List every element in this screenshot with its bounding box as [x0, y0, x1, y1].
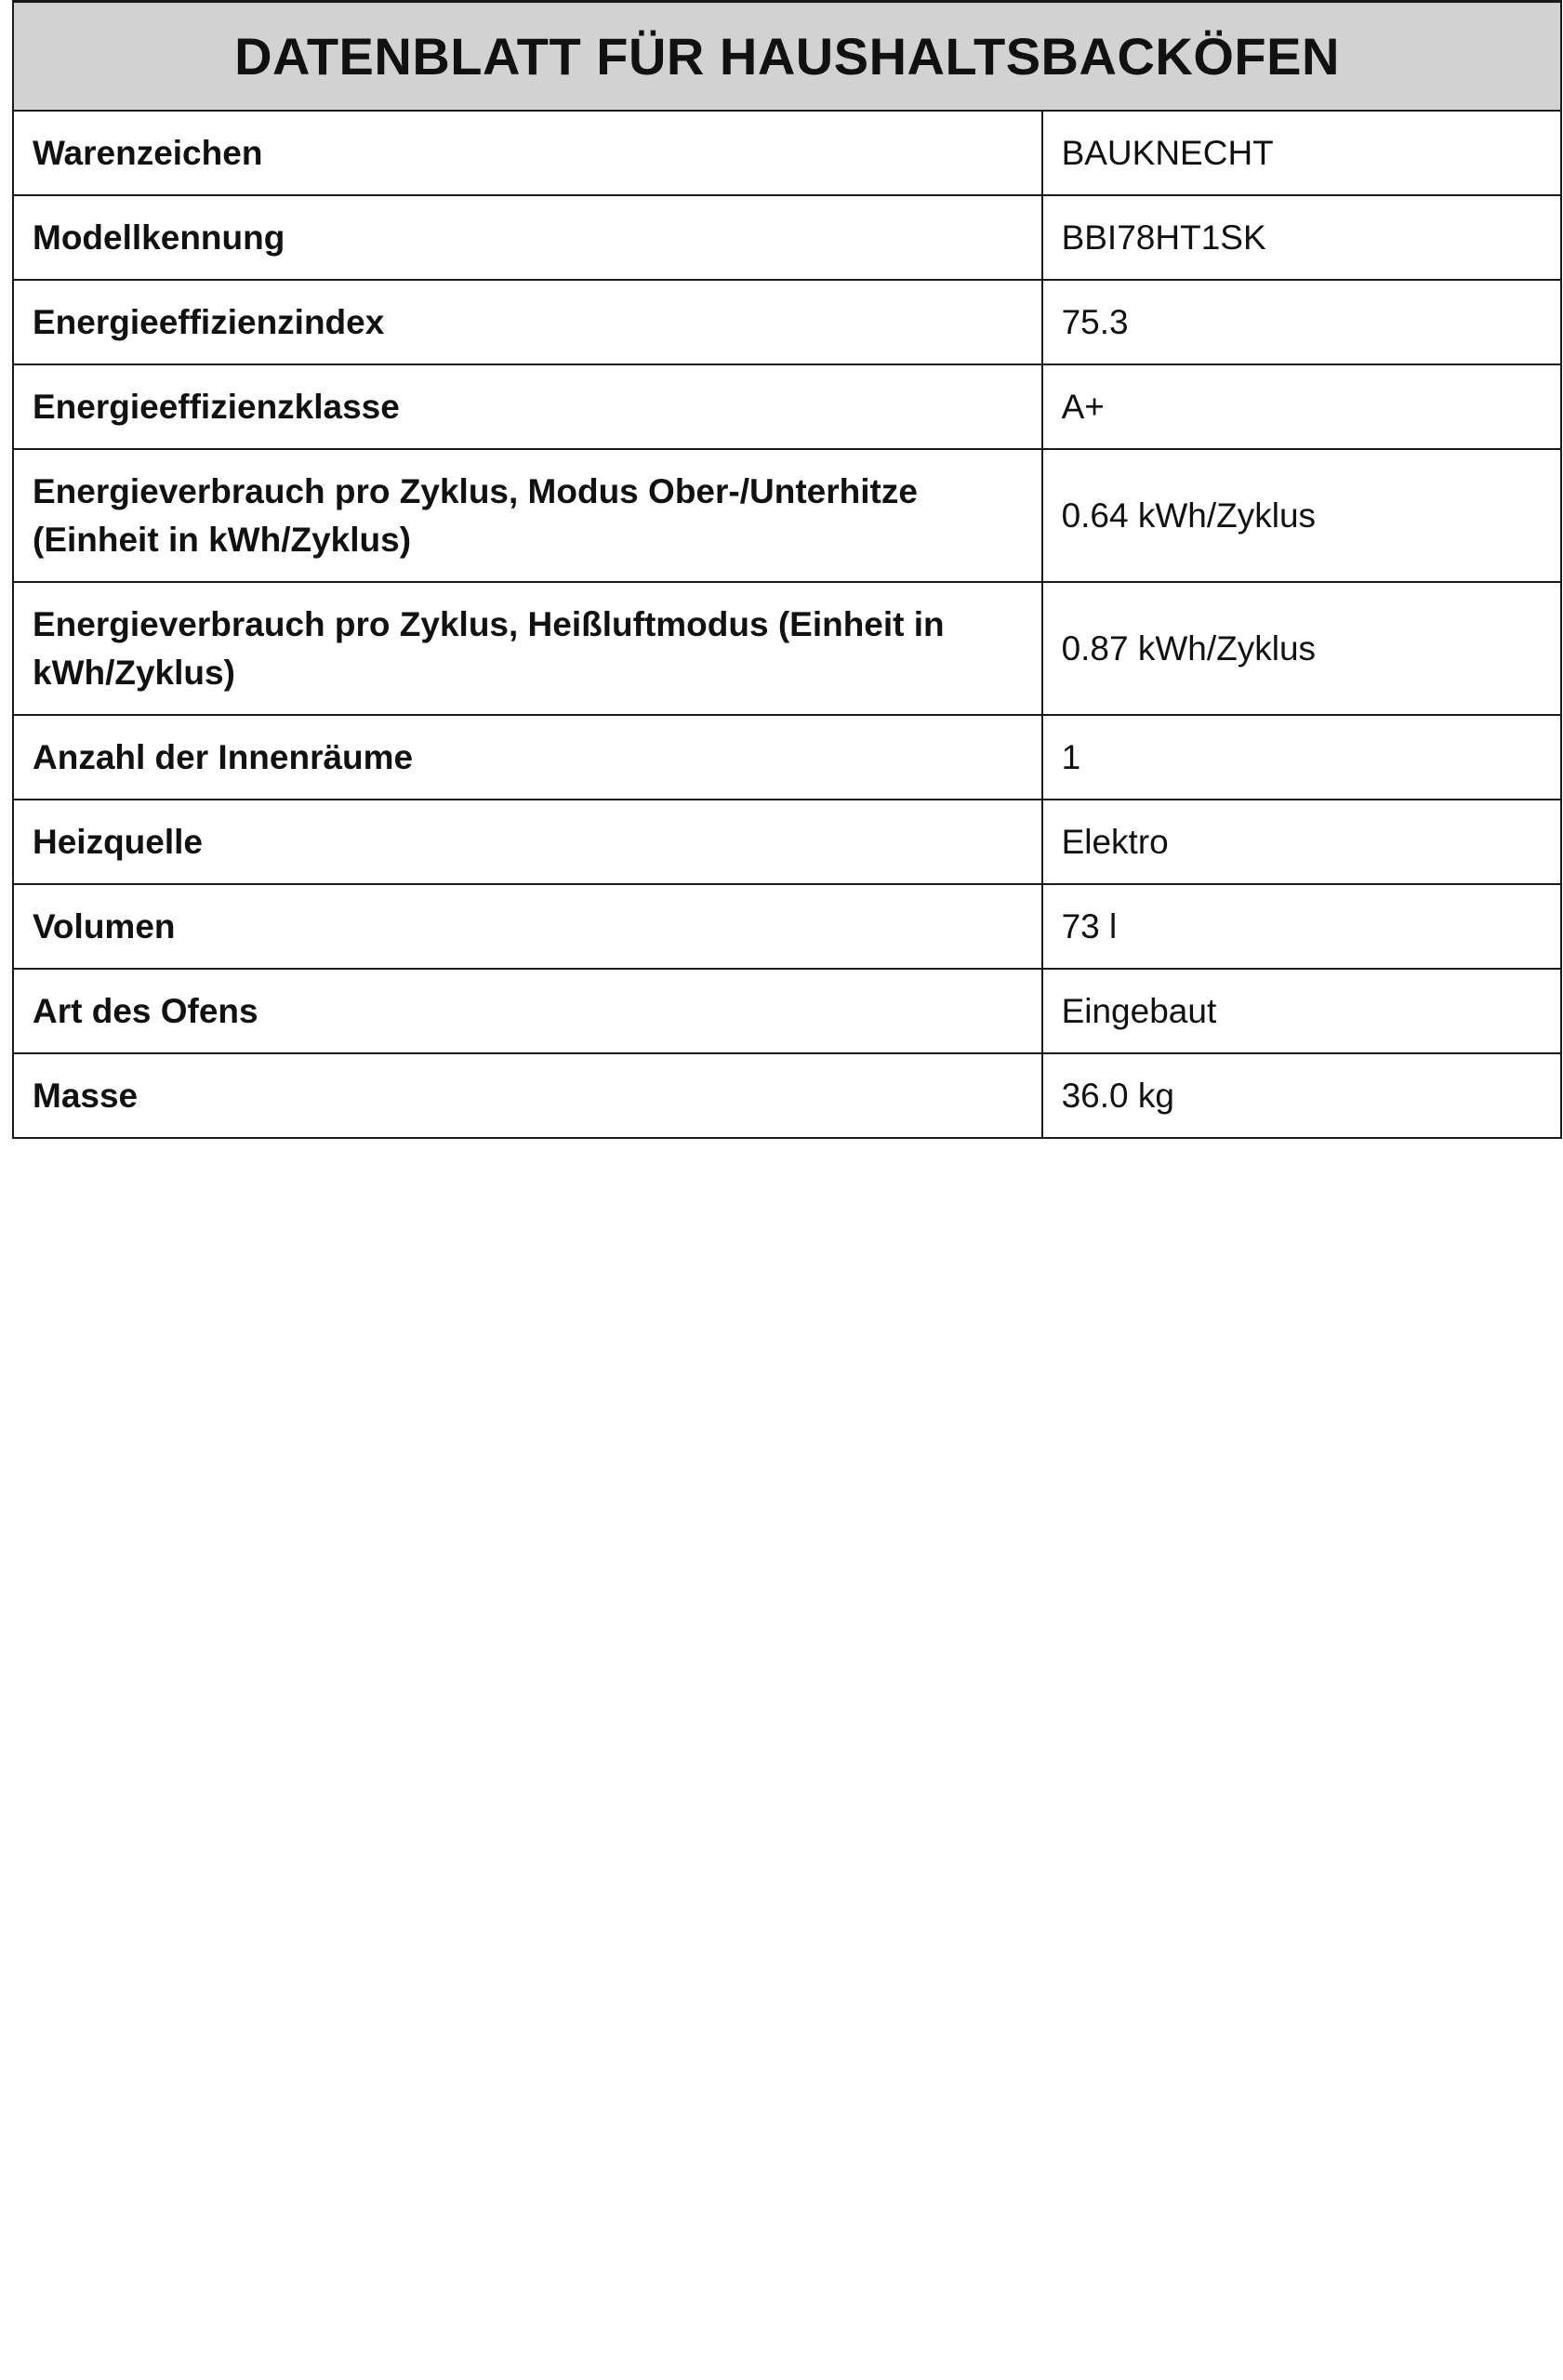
volume-value: 73 l — [1042, 884, 1561, 969]
volume-label: Volumen — [13, 884, 1042, 969]
table-row-trademark — [13, 111, 1561, 195]
efficiency-index-label: Energieeffizienzindex — [13, 280, 1042, 364]
model-id-label: Modellkennung — [13, 195, 1042, 280]
title-row — [13, 2, 1561, 112]
table-row-oven-type — [13, 969, 1561, 1053]
heat-source-value: Elektro — [1042, 800, 1561, 884]
cavities-label: Anzahl der Innenräume — [13, 715, 1042, 800]
table-row-energy-fan — [13, 582, 1561, 715]
efficiency-class-value: A+ — [1042, 364, 1561, 449]
datasheet-title: DATENBLATT FÜR HAUSHALTSBACKÖFEN — [13, 2, 1561, 112]
energy-conventional-value: 0.64 kWh/Zyklus — [1042, 449, 1561, 582]
table-row-efficiency-class — [13, 364, 1561, 449]
oven-type-value: Eingebaut — [1042, 969, 1561, 1053]
energy-fan-value: 0.87 kWh/Zyklus — [1042, 582, 1561, 715]
table-row-energy-conventional — [13, 449, 1561, 582]
mass-value: 36.0 kg — [1042, 1053, 1561, 1138]
trademark-label: Warenzeichen — [13, 111, 1042, 195]
table-row-volume — [13, 884, 1561, 969]
datasheet-table — [12, 0, 1562, 1139]
table-row-mass — [13, 1053, 1561, 1138]
table-row-efficiency-index — [13, 280, 1561, 364]
efficiency-index-value: 75.3 — [1042, 280, 1561, 364]
trademark-value: BAUKNECHT — [1042, 111, 1561, 195]
energy-fan-label: Energieverbrauch pro Zyklus, Heißluftmodus (Einheit in kWh/Zyklus) — [13, 582, 1042, 715]
model-id-value: BBI78HT1SK — [1042, 195, 1561, 280]
table-row-heat-source — [13, 800, 1561, 884]
heat-source-label: Heizquelle — [13, 800, 1042, 884]
efficiency-class-label: Energieeffizienzklasse — [13, 364, 1042, 449]
table-row-cavities — [13, 715, 1561, 800]
energy-conventional-label: Energieverbrauch pro Zyklus, Modus Ober-/Unterhitze (Einheit in kWh/Zyklus) — [13, 449, 1042, 582]
mass-label: Masse — [13, 1053, 1042, 1138]
oven-type-label: Art des Ofens — [13, 969, 1042, 1053]
cavities-value: 1 — [1042, 715, 1561, 800]
table-row-model-id — [13, 195, 1561, 280]
